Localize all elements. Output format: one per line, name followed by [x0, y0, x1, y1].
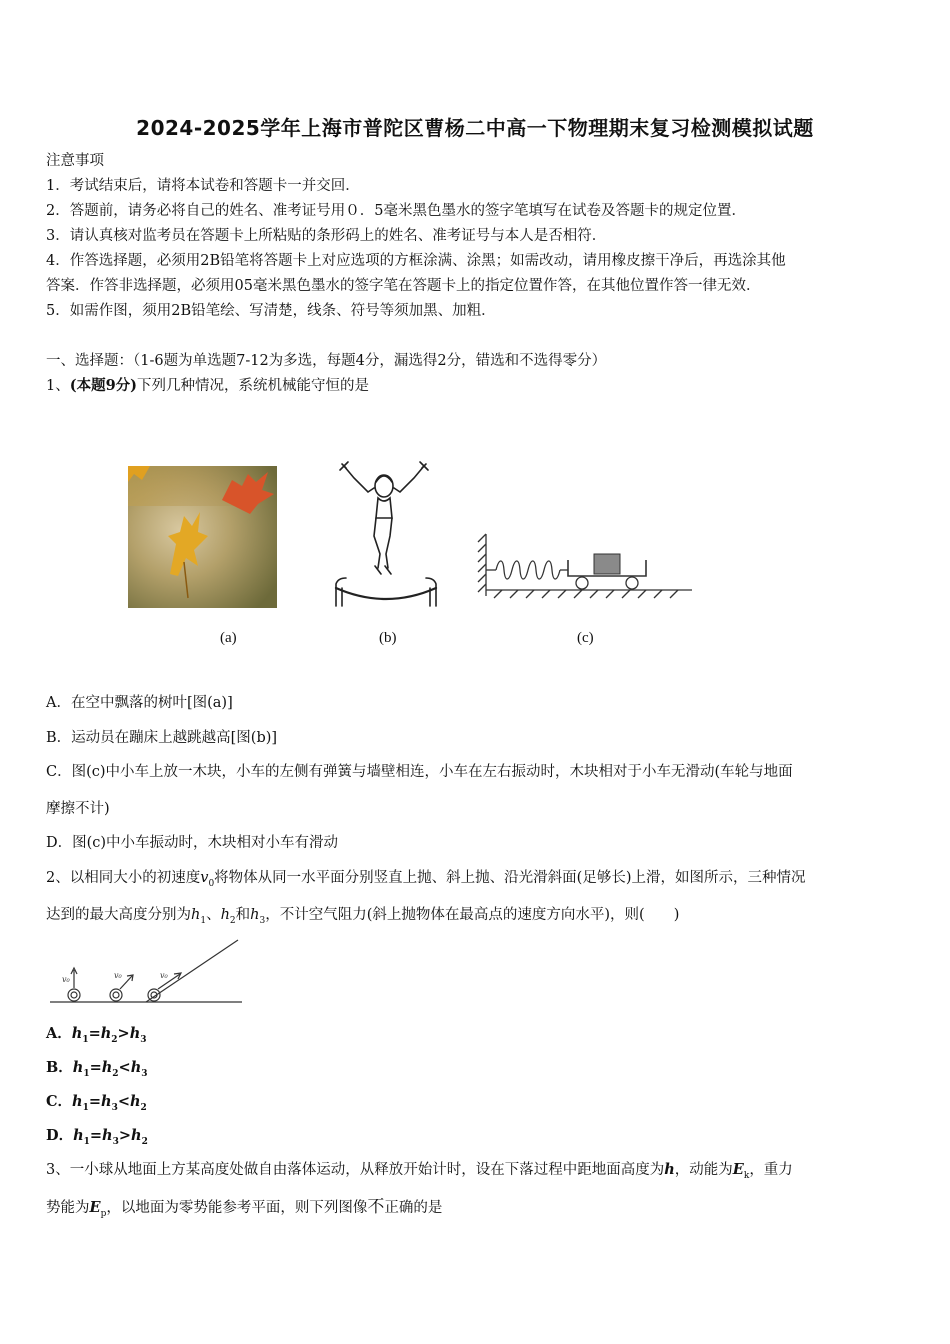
question-3-stem-continued: 势能为$E_p$，以地面为零势能参考平面，则下列图像不正确的是	[46, 1197, 443, 1219]
question-1-stem	[46, 376, 369, 396]
q2-option-b: B．$h_1=h_2<h_3$	[46, 1059, 148, 1079]
falling-leaves-figure	[128, 466, 277, 608]
option-b: B．运动员在蹦床上越跳越高[图(b)]	[46, 730, 278, 746]
q2-option-a: A．$h_1=h_2>h_3$	[46, 1025, 147, 1045]
notice-item: 4．作答选择题，必须用2B铅笔将答题卡上对应选项的方框涂满、涂黑；如需改动，请用橡皮擦干净后，再选涂其他	[46, 253, 786, 269]
v0-label: v₀	[114, 971, 122, 980]
section-heading: 一、选择题：（1-6题为单选题7-12为多选，每题4分，漏选得2分，错选和不选得零分）	[46, 353, 607, 369]
trampoline-athlete-figure	[328, 458, 448, 612]
notice-heading: 注意事项	[46, 153, 104, 169]
option-c-continued: 摩擦不计)	[46, 801, 110, 817]
question-3-stem: 3、一小球从地面上方某高度处做自由落体运动，从释放开始计时，设在下落过程中距地面高度为h，动能为$E_k$，重力	[46, 1161, 793, 1181]
figure-caption-c: (c)	[577, 630, 594, 646]
v0-label: v₀	[160, 971, 168, 980]
wooden-block	[594, 554, 620, 574]
question-score: (本题9分)	[69, 377, 138, 394]
q2-option-c: C．$h_1=h_3<h_2$	[46, 1093, 147, 1113]
notice-item: 1．考试结束后，请将本试卷和答题卡一并交回．	[46, 178, 360, 194]
question-number: 1、	[46, 378, 70, 394]
question-text: 下列几种情况，系统机械能守恒的是	[137, 378, 370, 394]
figure-caption-a: (a)	[220, 630, 237, 646]
projectile-figure	[50, 936, 242, 1006]
cart-spring-figure	[474, 530, 696, 604]
notice-item: 2．答题前，请务必将自己的姓名、准考证号用０．5毫米黑色墨水的签字笔填写在试卷及答题卡的规定位置．	[46, 203, 746, 219]
question-2-stem-continued: 达到的最大高度分别为$h_1$、$h_2$和$h_3$，不计空气阻力(斜上抛物体在最高点的速度方向水平)，则( )	[46, 907, 680, 926]
page-title: 2024-2025学年上海市普陀区曹杨二中高一下物理期末复习检测模拟试题	[136, 116, 814, 140]
notice-item: 5．如需作图，须用2B铅笔绘、写清楚，线条、符号等须加黑、加粗．	[46, 303, 496, 319]
notice-item: 答案．作答非选择题，必须用05毫米黑色墨水的签字笔在答题卡上的指定位置作答，在其他位置作答一律无效．	[46, 278, 761, 294]
q2-option-d: D．$h_1=h_3>h_2$	[46, 1127, 148, 1147]
option-c: C．图(c)中小车上放一木块，小车的左侧有弹簧与墙壁相连，小车在左右振动时，木块相对于小车无滑动(车轮与地面	[46, 764, 793, 780]
notice-item: 3．请认真核对监考员在答题卡上所粘贴的条形码上的姓名、准考证号与本人是否相符．	[46, 228, 607, 244]
option-a: A．在空中飘落的树叶[图(a)]	[46, 695, 233, 711]
question-2-stem: 2、以相同大小的初速度$v_0$将物体从同一水平面分别竖直上抛、斜上抛、沿光滑斜面(足够长)上滑，如图所示，三种情况	[46, 870, 806, 889]
option-d: D．图(c)中小车振动时，木块相对小车有滑动	[46, 835, 339, 851]
figure-caption-b: (b)	[379, 630, 397, 646]
v0-label: v₀	[62, 975, 70, 984]
